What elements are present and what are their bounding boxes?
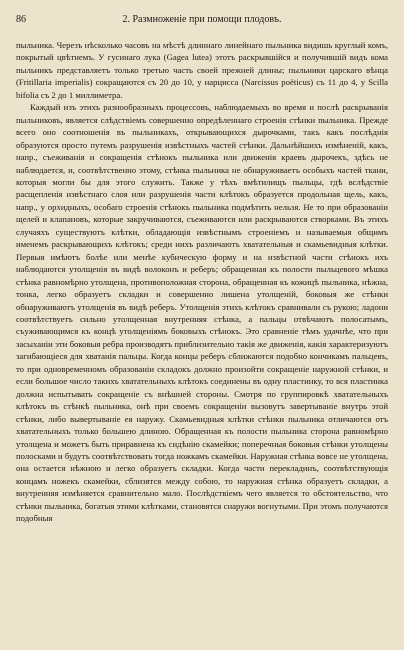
page-number: 86 — [16, 14, 26, 25]
running-header — [16, 14, 388, 26]
text-body — [16, 39, 388, 525]
book-page — [16, 14, 388, 525]
chapter-title: 2. Размноженіе при помощи плодовъ. — [122, 14, 282, 25]
paragraph-continuation: пыльника. Черезъ нѣсколько часовъ на мѣстѣ длиннаго линейнаго пыльника видишь круглый комъ, покрытый цвѣтнемъ. У гусинаго лука (Gagea lutea) этотъ раскрывшійся и получившій видъ кома пыльникъ представляетъ только третью часть своей прежней длины; пыльники царскаго вѣнца (Fritillaria imperialis) сокращаются съ 20 до 10, у нарцисса (Narcissus poëticus) съ 11 до 4, у Scilla bifolia съ 2 до 1 миллиметра. — [16, 40, 388, 100]
paragraph-anther-structure: Каждый изъ этихъ разнообразныхъ процессовъ, наблюдаемыхъ во время и послѣ раскрыванія пыльниковъ, является слѣдствіемъ совершенно опредѣленнаго строенія стѣнки пыльника. Прежде всего оно соотношенія въ пыльникахъ, открывающихся дырочками, такъ какъ послѣднія образуются просто путемъ разрушенія извѣстныхъ частей стѣнки. Дальнѣйшихъ измѣненій, какъ, напр., съеживанія и сокращенія стѣнокъ пыльника или движенія краевъ дырочекъ, здѣсь не наблюдается, и, соотвѣтственно этому, стѣнка пыльника не обнаруживаетъ особыхъ частей ткани, которыя могли бы для этого служить. Также у тѣхъ вмѣтилищъ пыльцы, гдѣ вслѣдствіе расщепленія извѣстнаго слоя или разрушенія части клѣтокъ образуется продольная щель, какъ, напр., у орхидныхъ, особаго строенія стѣнокъ пыльника подмѣтить нельзя. Не то при образованіи щелей и клапановъ, которые закручиваются, съеживаются или раскрываются створками. Въ этихъ случаяхъ существуютъ клѣтки, обладающія извѣстнымъ строеніемъ и называемыя общимъ именемъ раскрывающихъ клѣтокъ; среди нихъ различаютъ хватательныя и скамьевидныя клѣтки. Первыя имѣютъ болѣе или менѣе кубическую форму и на извѣстной части стѣнокъ ихъ наблюдаются утолщенія въ видѣ волоконъ и реберъ; обращенная къ полости пыльцевого мѣшка стѣнка равномѣрно утолщена, противоположная сторона, обращенная къ кожицѣ пыльника, нѣжна, тонка, легко образуетъ складки и совершенно лишена утолщеній, боковыя же стѣнки обнаруживаютъ утолщенія въ видѣ реберъ. Утолщенія этихъ клѣтокъ сравнивали съ рукою; ладони соотвѣтствуетъ сильно утолщенная внутренняя стѣнка, а пальцы отвѣчаютъ полосатымъ, съуживающимся къ концѣ утолщеніямъ боковыхъ стѣнокъ. Это сравненіе тѣмъ удачнѣе, что при засыханіи эти боковыя ребра производятъ приблизительно такія же движенія, какія характеризуютъ загибающіеся для хватанія пальцы. Когда концы реберъ сближаются подобно кончикамъ пальцевъ, то при одновременномъ образованіи складокъ должно произойти сокращеніе наружной стѣнки, и если большое число такихъ хватательныхъ клѣтокъ соединены въ одну пластинку, то вся пластинка должна испытывать сокращеніе съ внѣшней стороны. Смотря по группировкѣ хватательныхъ клѣтокъ въ стѣнкѣ пыльника, онѣ при своемъ сокращеніи вызовутъ завертываніе внутрь этой стѣнки, либо вывертываніе ея наружу. Скамьевидныя клѣтки стѣнки пыльника отличаются отъ хватательныхъ только большею длиною. Обращенная къ полости пыльника сторона равномѣрно утолщена и можетъ быть приравнена къ сидѣнію скамейки; поперечныя боковыя стѣнки утолщены полосками и будутъ соотвѣтствовать тогда ножкамъ скамейки. Наружная стѣнка вовсе не утолщена, она остается нѣжною и легко образуетъ складки. Когда части перекладинъ, соотвѣтствующія концамъ ножекъ скамейки, сблизятся между собою, то наружная стѣнка образуетъ складки, а внутренняя измѣняется сравнительно мало. Послѣдствіемъ чего является то обстоятельство, что стѣнки пыльника, богатыя этими клѣтками, становятся снаружи вогнутыми. При этомъ получаются подобныя — [16, 102, 388, 524]
